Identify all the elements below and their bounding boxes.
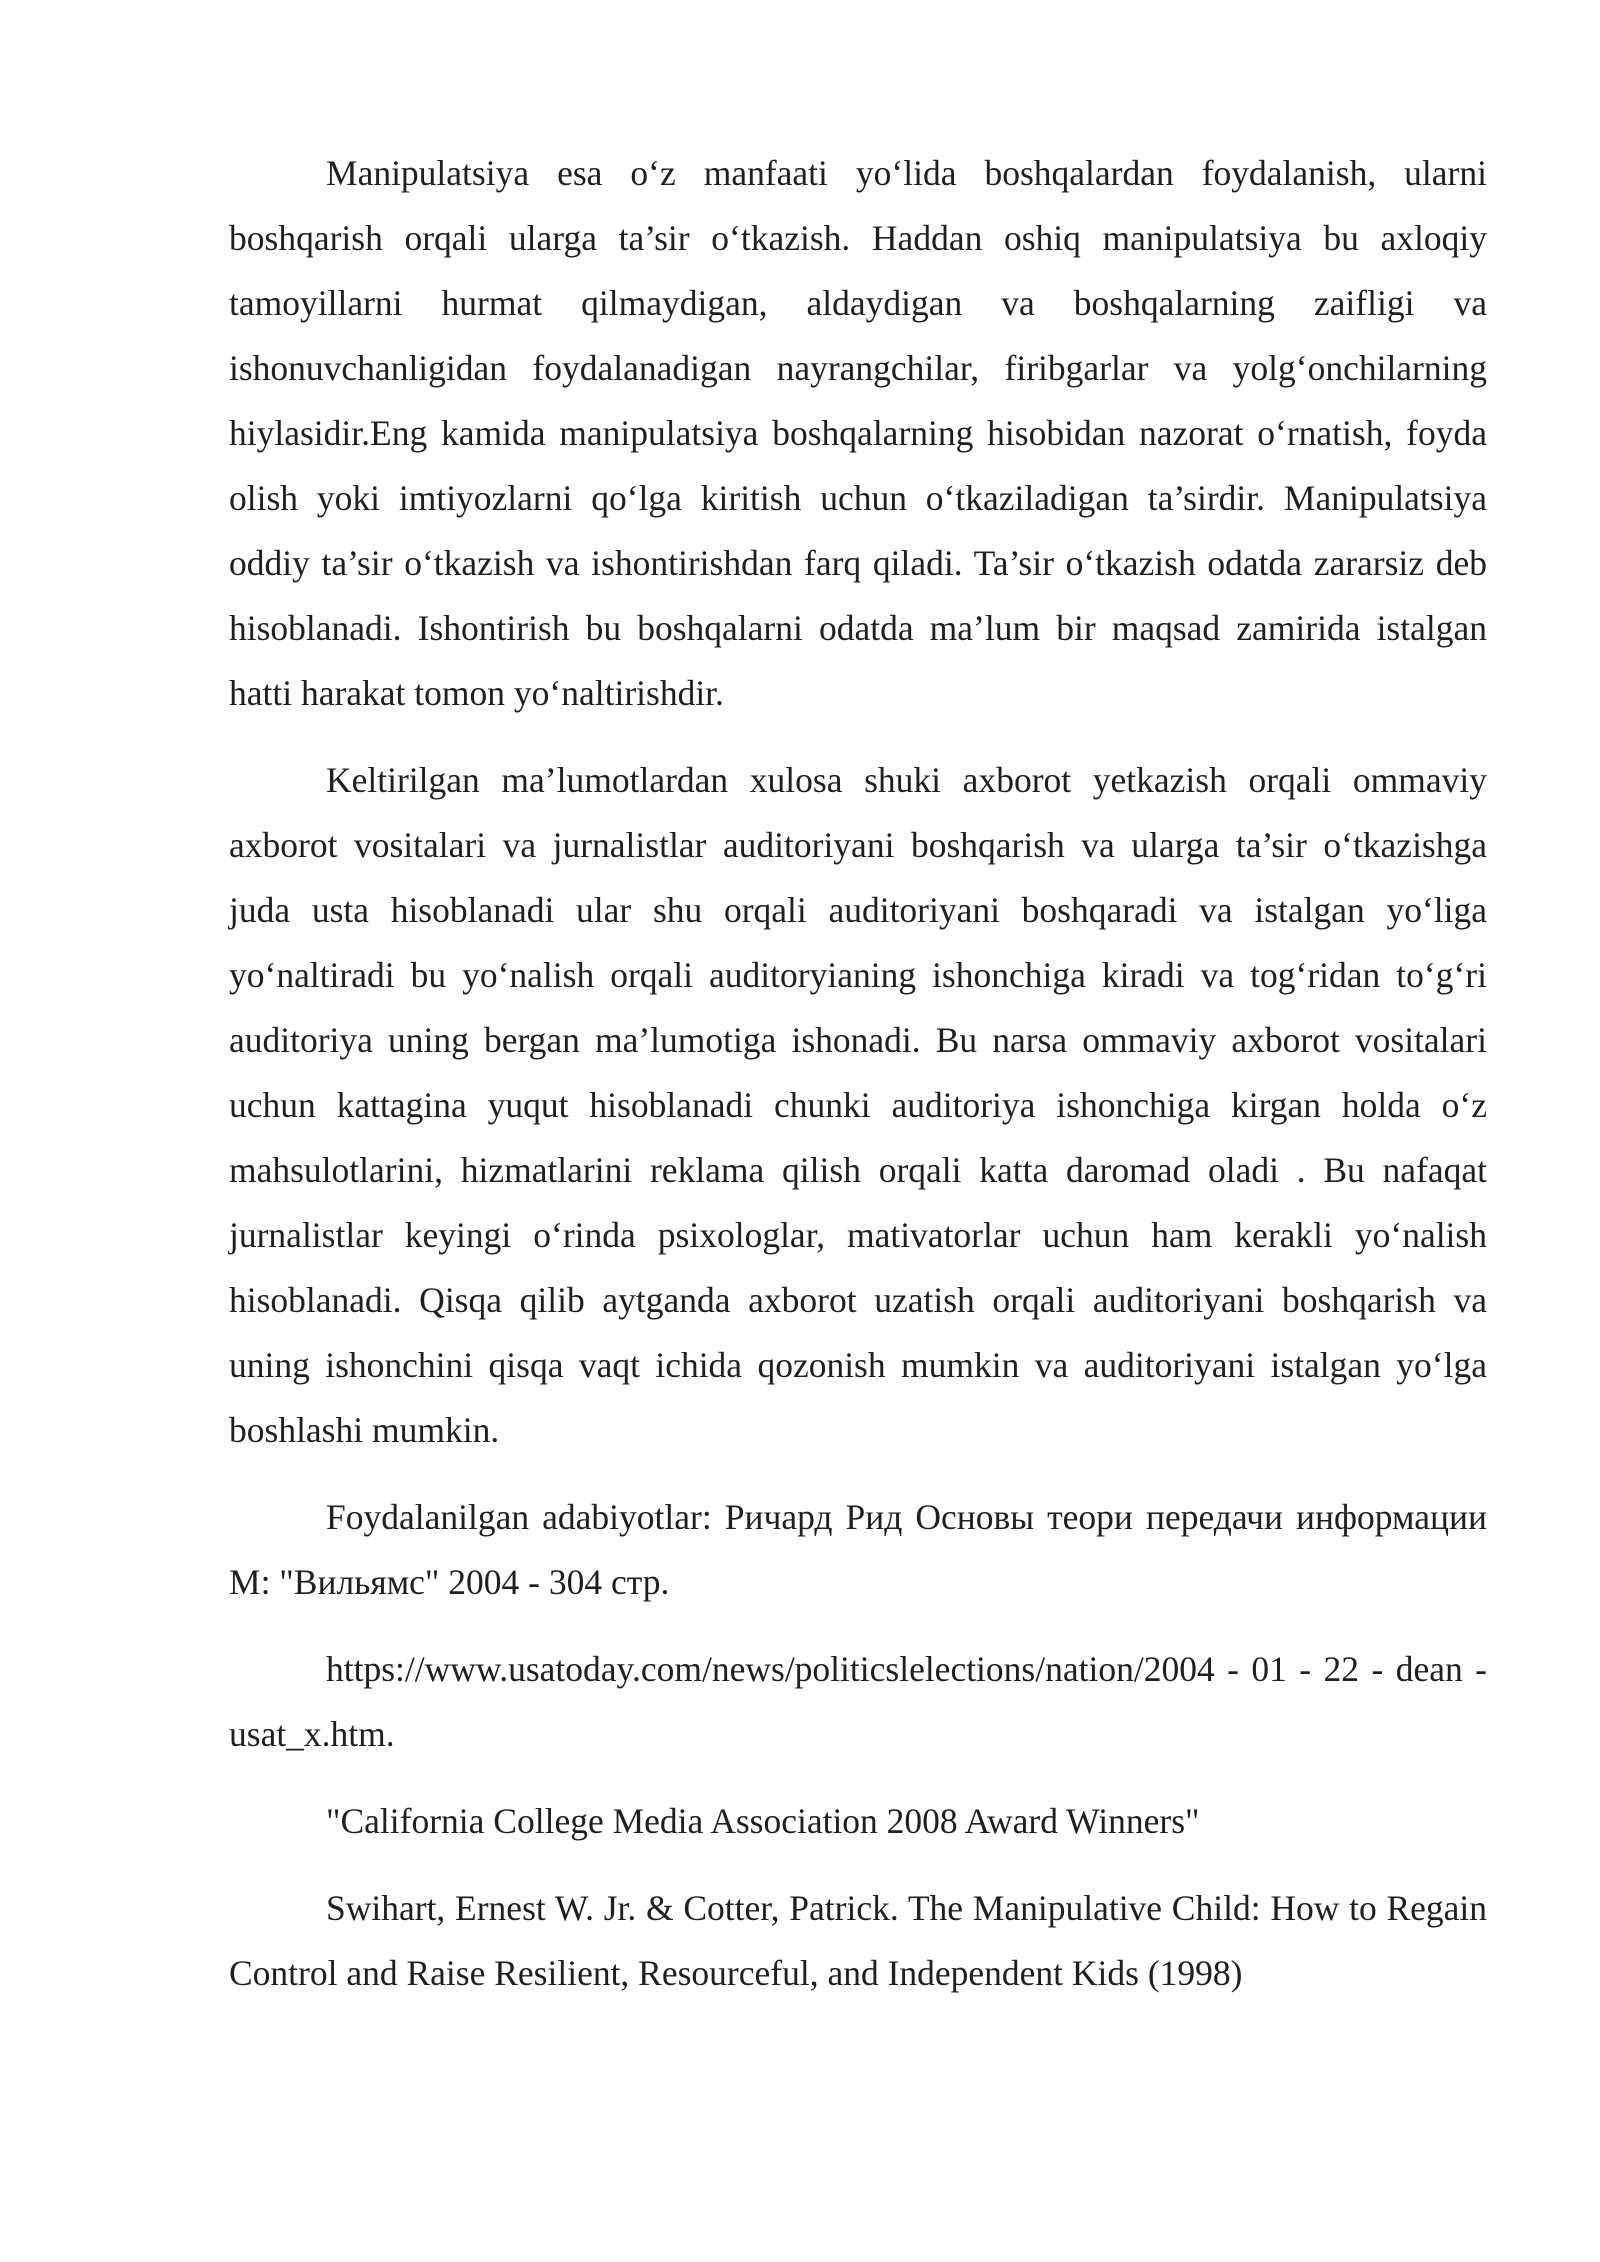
paragraph-manipulation: Manipulatsiya esa o‘z manfaati yo‘lida boshqalardan foydalanish, ularni boshqarish orqali ularga ta’sir o‘tkazish. Haddan oshiq manipulatsiya bu axloqiy tamoyillarni hurmat qilmaydigan, aldaydigan va boshqalarning zaifligi va ishonuvchanligidan foydalanadigan nayrangchilar, firibgarlar va yolg‘onchilarning hiylasidir.Eng kamida manipulatsiya boshqalarning hisobidan nazorat o‘rnatish, foyda olish yoki imtiyozlarni qo‘lga kiritish uchun o‘tkaziladigan ta’sirdir. Manipulatsiya oddiy ta’sir o‘tkazish va ishontirishdan farq qiladi. Ta’sir o‘tkazish odatda zararsiz deb hisoblanadi. Ishontirish bu boshqalarni odatda ma’lum bir maqsad zamirida istalgan hatti harakat tomon yo‘naltirishdir. xyxy=(229,153,1487,713)
paragraph-conclusion: Keltirilgan ma’lumotlardan xulosa shuki axborot yetkazish orqali ommaviy axborot vositalari va jurnalistlar auditoriyani boshqarish va ularga ta’sir o‘tkazishga juda usta hisoblanadi ular shu orqali auditoriyani boshqaradi va istalgan yo‘liga yo‘naltiradi bu yo‘nalish orqali auditoryianing ishonchiga kiradi va tog‘ridan to‘g‘ri auditoriya uning bergan ma’lumotiga ishonadi. Bu narsa ommaviy axborot vositalari uchun kattagina yuqut hisoblanadi chunki auditoriya ishonchiga kirgan holda o‘z mahsulotlarini, hizmatlarini reklama qilish orqali katta daromad oladi . Bu nafaqat jurnalistlar keyingi o‘rinda psixologlar, mativatorlar uchun ham kerakli yo‘nalish hisoblanadi. Qisqa qilib aytganda axborot uzatish orqali auditoriyani boshqarish va uning ishonchini qisqa vaqt ichida qozonish mumkin va auditoriyani istalgan yo‘lga boshlashi mumkin. xyxy=(229,760,1487,1450)
reference-url: https://www.usatoday.com/news/politicslelections/nation/2004 - 01 - 22 - dean - usat_x.htm. xyxy=(229,1649,1487,1754)
reference-literature: Foydalanilgan adabiyotlar: Ричард Рид Основы теори передачи информации М: "Вильямс" 2004 - 304 стр. xyxy=(229,1497,1487,1602)
document-body xyxy=(229,141,1487,2006)
reference-swihart: Swihart, Ernest W. Jr. & Cotter, Patrick. The Manipulative Child: How to Regain Control and Raise Resilient, Resourceful, and Independent Kids (1998) xyxy=(229,1888,1487,1993)
reference-ccma: "California College Media Association 2008 Award Winners" xyxy=(326,1801,1200,1841)
